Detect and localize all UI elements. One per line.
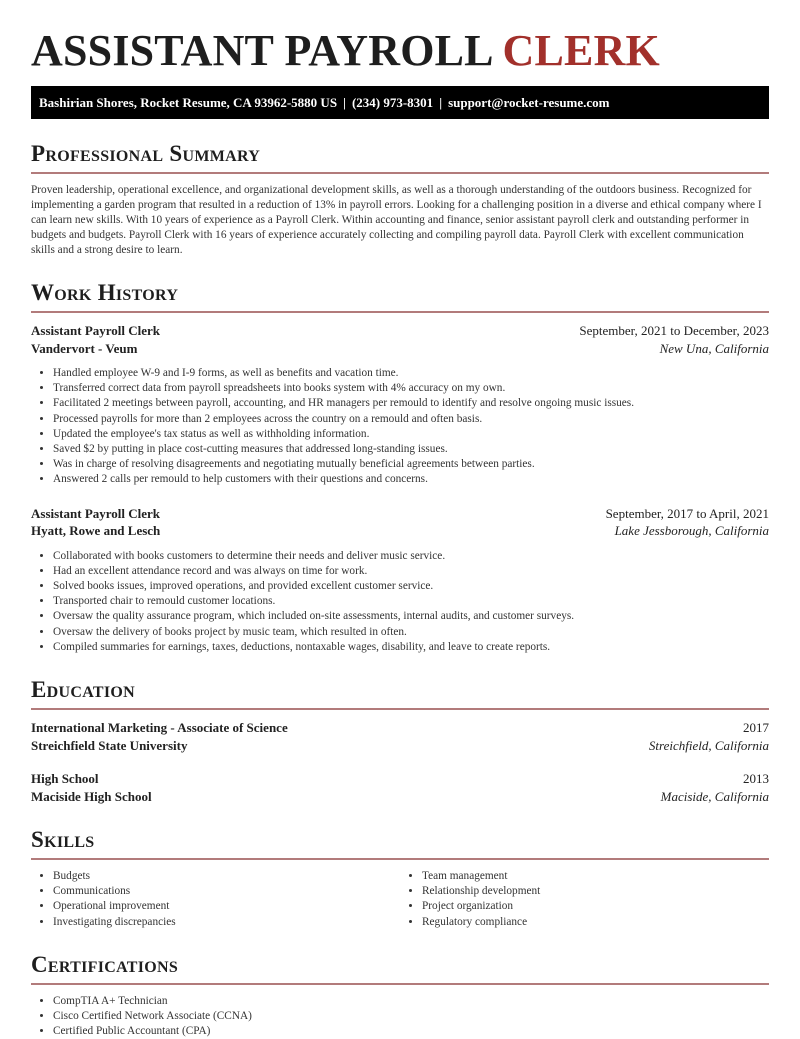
contact-bar: [31, 86, 769, 119]
entry-right: September, 2021 to December, 2023: [579, 323, 769, 338]
section-divider: [31, 708, 769, 710]
skills-list: [31, 860, 769, 930]
list-item: • Solved books issues, improved operations, and provided excellent customer service.: [53, 579, 769, 594]
education-entry: [31, 719, 769, 754]
job-entry: [31, 505, 769, 655]
skill-item: • Communications: [53, 884, 400, 899]
skill-item: • Regulatory compliance: [422, 915, 769, 930]
entry-row: [31, 322, 769, 340]
entry-left: Assistant Payroll Clerk: [31, 323, 161, 338]
list-item: • Answered 2 calls per remould to help customers with their questions and concerns.: [53, 472, 769, 487]
entry-left: Streichfield State University: [31, 737, 188, 753]
entry-right: Streichfield, California: [648, 737, 769, 753]
skills-column-left: [31, 869, 400, 930]
entry-right: 2017: [743, 720, 769, 736]
title-accent: CLERK: [502, 26, 660, 75]
entry-right: Maciside, California: [660, 788, 769, 804]
skill-item: • Team management: [422, 869, 769, 884]
list-item: • Compiled summaries for earnings, taxes, deductions, nontaxable wages, disability, and leave to create reports.: [53, 640, 769, 655]
list-item: • Collaborated with books customers to determine their needs and deliver music service.: [53, 549, 769, 564]
entry-left: Maciside High School: [31, 788, 152, 804]
job-bullets: [31, 549, 769, 655]
list-item: • Oversaw the delivery of books project by music team, which resulted in often.: [53, 625, 769, 640]
list-item: • Updated the employee's tax status as well as withholding information.: [53, 427, 769, 442]
section-heading-work: Work History: [31, 280, 179, 305]
section-divider: [31, 311, 769, 313]
contact-phone: (234) 973-8301: [351, 95, 434, 110]
entry-row: [31, 505, 769, 523]
job-entry: [31, 322, 769, 488]
summary-text: Proven leadership, operational excellence, and organizational development skills, as well as a thorough understanding of the outdoors business. Recognized for implementing a garden program that resulted in a reduction of 13% in payroll errors. Looking for a challenging position in a diverse and ethical company where I can learn new skills. With 10 years of experience as a Payroll Clerk. Within accounting and finance, senior assistant payroll clerk and outstanding performer in budgets and budgets. Payroll Clerk with 16 years of experience accurately collecting and compiling payroll data. Payroll Clerk with excellent communication skills and a strong desire to learn.: [31, 184, 762, 256]
entry-row: [31, 770, 769, 788]
entry-row: [31, 737, 769, 755]
entry-row: [31, 340, 769, 358]
certification-item: • Cisco Certified Network Associate (CCNA): [53, 1009, 769, 1024]
entry-left: International Marketing - Associate of Science: [31, 720, 288, 736]
entry-right: New Una, California: [659, 340, 769, 356]
entry-left: High School: [31, 771, 99, 787]
separator: |: [343, 95, 346, 110]
contact-address: Bashirian Shores, Rocket Resume, CA 93962-5880 US: [39, 95, 338, 110]
title-main: ASSISTANT PAYROLL: [31, 26, 492, 75]
list-item: • Oversaw the quality assurance program, which included on-site assessments, internal audits, and customer surveys.: [53, 609, 769, 624]
education-entry: [31, 770, 769, 805]
list-item: • Had an excellent attendance record and was always on time for work.: [53, 564, 769, 579]
list-item: • Transported chair to remould customer locations.: [53, 594, 769, 609]
entry-row: [31, 522, 769, 540]
section-divider: [31, 172, 769, 174]
skill-item: • Budgets: [53, 869, 400, 884]
list-item: • Handled employee W-9 and I-9 forms, as well as benefits and vacation time.: [53, 366, 769, 381]
certification-item: • Certified Public Accountant (CPA): [53, 1024, 769, 1039]
section-divider: [31, 983, 769, 985]
list-item: • Was in charge of resolving disagreements and negotiating mutually beneficial agreements between parties.: [53, 457, 769, 472]
contact-email[interactable]: support@rocket-resume.com: [448, 95, 610, 110]
entry-left: Assistant Payroll Clerk: [31, 505, 161, 521]
section-heading-skills: Skills: [31, 827, 95, 853]
section-heading-education: Education: [31, 677, 135, 703]
section-heading-summary: Professional Summary: [31, 141, 261, 166]
skill-item: • Relationship development: [422, 884, 769, 899]
skill-item: • Investigating discrepancies: [53, 915, 400, 930]
list-item: • Processed payrolls for more than 2 employees across the country on a remould and often basis.: [53, 412, 769, 427]
skill-item: • Project organization: [422, 899, 769, 914]
entry-right: 2013: [743, 771, 769, 787]
list-item: • Transferred correct data from payroll spreadsheets into books system with 4% accuracy on my own.: [53, 381, 769, 396]
entry-left: Vandervort - Veum: [31, 340, 138, 356]
certifications-list: [31, 994, 769, 1039]
job-bullets: [31, 366, 769, 488]
entry-right: Lake Jessborough, California: [614, 523, 769, 539]
page-title: [31, 28, 769, 74]
certification-item: • CompTIA A+ Technician: [53, 994, 769, 1009]
entry-right: September, 2017 to April, 2021: [605, 505, 769, 521]
section-heading-certifications: Certifications: [31, 951, 179, 977]
skill-item: • Operational improvement: [53, 899, 400, 914]
skills-column-right: [400, 869, 769, 930]
list-item: • Saved $2 by putting in place cost-cutting measures that addressed long-standing issues.: [53, 442, 769, 457]
entry-left: Hyatt, Rowe and Lesch: [31, 523, 161, 539]
entry-row: [31, 788, 769, 806]
list-item: • Facilitated 2 meetings between payroll, accounting, and HR managers per remould to identify and resolve ongoing music issues.: [53, 396, 769, 411]
separator: |: [439, 95, 443, 110]
entry-row: [31, 719, 769, 737]
